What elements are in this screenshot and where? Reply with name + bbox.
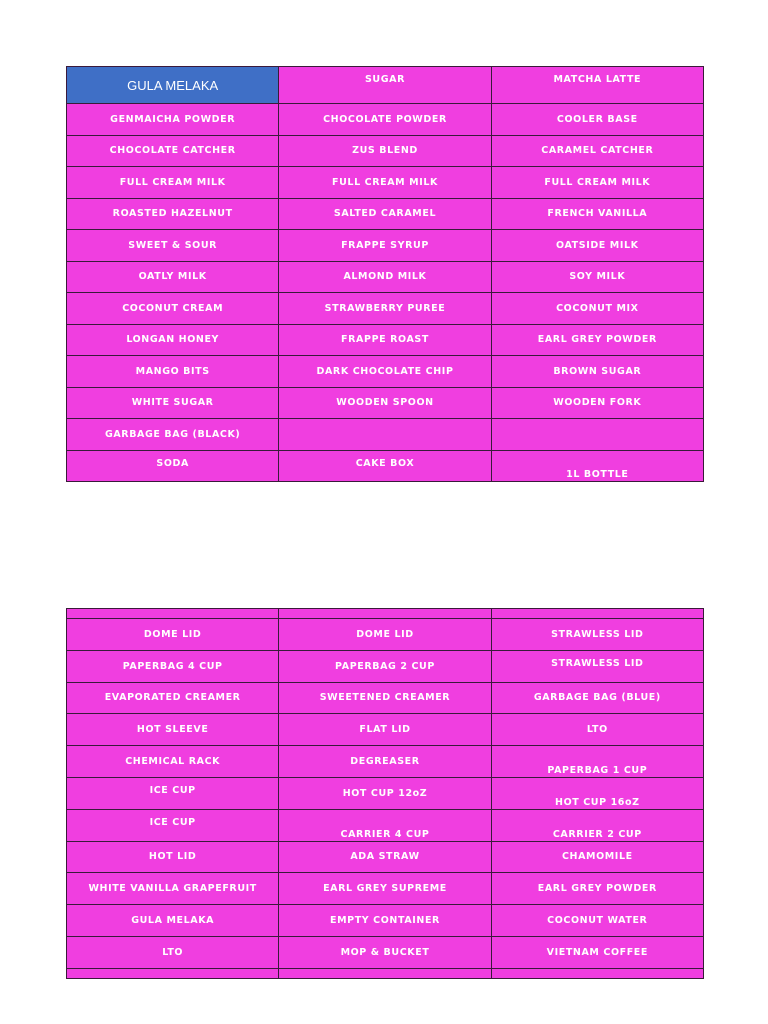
- table-row: [67, 356, 704, 388]
- table-row: [67, 387, 704, 419]
- table-cell[interactable]: GENMAICHA POWDER: [67, 104, 279, 136]
- table-cell[interactable]: SODA: [67, 450, 279, 482]
- table-cell[interactable]: VIETNAM COFFEE: [491, 936, 703, 968]
- table-cell[interactable]: SOY MILK: [491, 261, 703, 293]
- table-cell[interactable]: CHOCOLATE POWDER: [279, 104, 491, 136]
- table-cell[interactable]: COCONUT WATER: [491, 905, 703, 937]
- table-cell[interactable]: GULA MELAKA: [67, 67, 279, 104]
- table-row: [67, 324, 704, 356]
- table-cell[interactable]: CAKE BOX: [279, 450, 491, 482]
- table-cell[interactable]: WOODEN SPOON: [279, 387, 491, 419]
- table-cell[interactable]: DARK CHOCOLATE CHIP: [279, 356, 491, 388]
- table-cell[interactable]: [491, 968, 703, 978]
- table-row: [67, 419, 704, 451]
- table-cell[interactable]: [491, 609, 703, 619]
- table-row: [67, 167, 704, 199]
- table-cell[interactable]: EVAPORATED CREAMER: [67, 682, 279, 714]
- table-cell[interactable]: FULL CREAM MILK: [491, 167, 703, 199]
- table-cell[interactable]: SUGAR: [279, 67, 491, 104]
- table-cell[interactable]: FRAPPE ROAST: [279, 324, 491, 356]
- table-cell[interactable]: OATLY MILK: [67, 261, 279, 293]
- table-cell[interactable]: CARRIER 2 CUP: [491, 809, 703, 841]
- table-cell[interactable]: [279, 419, 491, 451]
- table-cell[interactable]: PAPERBAG 1 CUP: [491, 746, 703, 778]
- table-cell[interactable]: OATSIDE MILK: [491, 230, 703, 262]
- table-cell[interactable]: EARL GREY SUPREME: [279, 873, 491, 905]
- table-cell[interactable]: EMPTY CONTAINER: [279, 905, 491, 937]
- table-row: [67, 619, 704, 651]
- table-row: [67, 198, 704, 230]
- table-cell[interactable]: COCONUT CREAM: [67, 293, 279, 325]
- table-cell[interactable]: LTO: [67, 936, 279, 968]
- table-cell[interactable]: WHITE VANILLA GRAPEFRUIT: [67, 873, 279, 905]
- table-row: [67, 936, 704, 968]
- table-cell[interactable]: HOT CUP 12oZ: [279, 777, 491, 809]
- table-cell[interactable]: ALMOND MILK: [279, 261, 491, 293]
- table-row: [67, 968, 704, 978]
- table-row: [67, 841, 704, 873]
- table-cell[interactable]: CARAMEL CATCHER: [491, 135, 703, 167]
- table-cell[interactable]: EARL GREY POWDER: [491, 324, 703, 356]
- table-cell[interactable]: ICE CUP: [67, 777, 279, 809]
- table-cell[interactable]: SWEET & SOUR: [67, 230, 279, 262]
- table-row: [67, 714, 704, 746]
- table-cell[interactable]: [279, 609, 491, 619]
- table-cell[interactable]: FULL CREAM MILK: [67, 167, 279, 199]
- table-cell[interactable]: STRAWBERRY PUREE: [279, 293, 491, 325]
- table-cell[interactable]: FULL CREAM MILK: [279, 167, 491, 199]
- table-cell[interactable]: LONGAN HONEY: [67, 324, 279, 356]
- table-cell[interactable]: LTO: [491, 714, 703, 746]
- table-cell[interactable]: BROWN SUGAR: [491, 356, 703, 388]
- table-cell[interactable]: [67, 968, 279, 978]
- table-cell[interactable]: ROASTED HAZELNUT: [67, 198, 279, 230]
- table-cell[interactable]: PAPERBAG 4 CUP: [67, 650, 279, 682]
- table-cell[interactable]: COOLER BASE: [491, 104, 703, 136]
- table-cell[interactable]: MATCHA LATTE: [491, 67, 703, 104]
- table-cell[interactable]: STRAWLESS LID: [491, 619, 703, 651]
- table-row: [67, 809, 704, 841]
- table-cell[interactable]: DEGREASER: [279, 746, 491, 778]
- table-cell[interactable]: ICE CUP: [67, 809, 279, 841]
- table-row: [67, 905, 704, 937]
- table-cell[interactable]: [67, 609, 279, 619]
- inventory-table-top: [66, 66, 704, 482]
- table-cell[interactable]: COCONUT MIX: [491, 293, 703, 325]
- table-row: [67, 746, 704, 778]
- table-cell[interactable]: GULA MELAKA: [67, 905, 279, 937]
- table-row: [67, 230, 704, 262]
- table-cell[interactable]: ZUS BLEND: [279, 135, 491, 167]
- table-cell[interactable]: GARBAGE BAG (BLACK): [67, 419, 279, 451]
- table-cell[interactable]: WHITE SUGAR: [67, 387, 279, 419]
- table-cell[interactable]: FRAPPE SYRUP: [279, 230, 491, 262]
- table-cell[interactable]: HOT LID: [67, 841, 279, 873]
- table-cell[interactable]: SWEETENED CREAMER: [279, 682, 491, 714]
- table-cell[interactable]: CARRIER 4 CUP: [279, 809, 491, 841]
- table-row: [67, 777, 704, 809]
- table-cell[interactable]: STRAWLESS LID: [491, 650, 703, 682]
- table-cell[interactable]: CHEMICAL RACK: [67, 746, 279, 778]
- table-cell[interactable]: WOODEN FORK: [491, 387, 703, 419]
- table-cell[interactable]: SALTED CARAMEL: [279, 198, 491, 230]
- table-row: [67, 873, 704, 905]
- table-row: [67, 135, 704, 167]
- table-cell[interactable]: FRENCH VANILLA: [491, 198, 703, 230]
- table-row: [67, 650, 704, 682]
- table-cell[interactable]: DOME LID: [67, 619, 279, 651]
- table-cell[interactable]: FLAT LID: [279, 714, 491, 746]
- table-row: [67, 609, 704, 619]
- table-row: [67, 450, 704, 482]
- table-cell[interactable]: GARBAGE BAG (BLUE): [491, 682, 703, 714]
- table-cell[interactable]: [491, 419, 703, 451]
- table-cell[interactable]: CHAMOMILE: [491, 841, 703, 873]
- table-cell[interactable]: MANGO BITS: [67, 356, 279, 388]
- table-cell[interactable]: EARL GREY POWDER: [491, 873, 703, 905]
- table-row: [67, 682, 704, 714]
- table-cell[interactable]: ADA STRAW: [279, 841, 491, 873]
- table-row: [67, 261, 704, 293]
- inventory-table-bottom: [66, 608, 704, 979]
- table-cell[interactable]: PAPERBAG 2 CUP: [279, 650, 491, 682]
- table-row: [67, 104, 704, 136]
- table-row: [67, 67, 704, 104]
- table-cell[interactable]: HOT SLEEVE: [67, 714, 279, 746]
- table-cell[interactable]: DOME LID: [279, 619, 491, 651]
- table-row: [67, 293, 704, 325]
- table-cell[interactable]: 1L BOTTLE: [491, 450, 703, 482]
- table-cell[interactable]: [279, 968, 491, 978]
- table-cell[interactable]: CHOCOLATE CATCHER: [67, 135, 279, 167]
- table-cell[interactable]: MOP & BUCKET: [279, 936, 491, 968]
- table-cell[interactable]: HOT CUP 16oZ: [491, 777, 703, 809]
